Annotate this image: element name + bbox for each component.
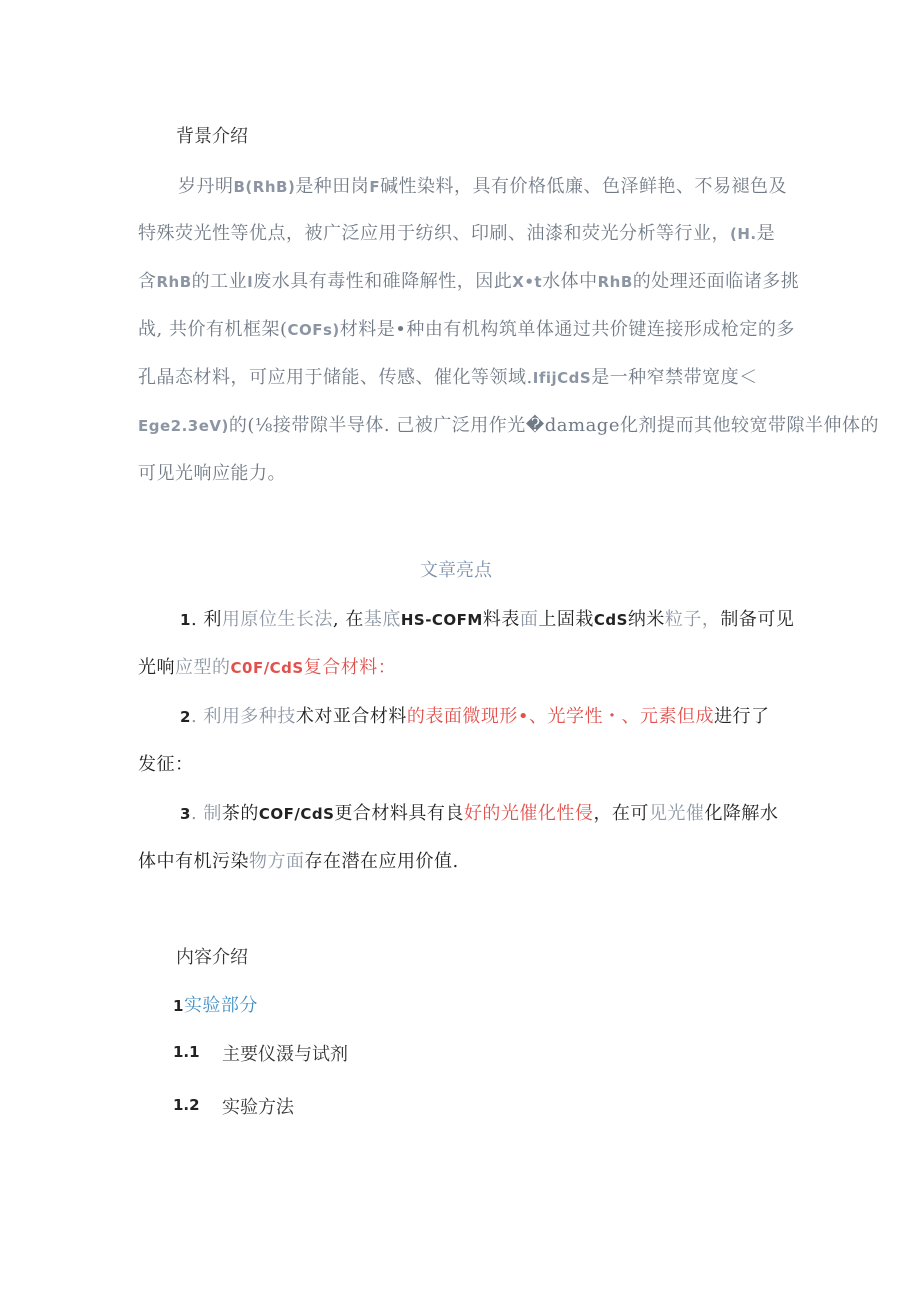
highlight-item-3: 3. 制茶的COF/CdS更合材料具有良好的光催化性侵，在可见光催化降解水 — [180, 803, 779, 824]
section-1-title: 1实验部分 — [173, 995, 258, 1016]
highlight-item-1-line-2: 光响应型的C0F/CdS复合材料： — [138, 657, 397, 678]
highlights-heading: 文章亮点 — [420, 560, 492, 581]
background-heading: 背景介绍 — [176, 126, 248, 147]
content-heading: 内容介绍 — [176, 947, 248, 968]
subsection-1-1-title: 主要仪滠与试剂 — [222, 1044, 348, 1065]
subsection-1-1-number: 1.1 — [173, 1043, 200, 1061]
background-line-5: 孔晶态材料，可应用于储能、传感、催化等领域.IfijCdS是一种窄禁带宽度＜ — [138, 367, 758, 388]
background-line-2: 特殊荧光性等优点，被广泛应用于纺织、印刷、油漆和荧光分析等行业，(H.是 — [138, 223, 776, 244]
background-line-1: 岁丹明B(RhB)是种田岗F碱性染料，具有价格低廉、色泽鲜艳、不易褪色及 — [178, 176, 788, 197]
highlight-item-2: 2. 利用多种技术对亚合材料的表面微现形•、光学性・、元素但成进行了 — [180, 706, 770, 727]
background-line-3: 含RhB的工业I废水具有毒性和碓降解性，因此X•t水体中RhB的处理还面临诸多挑 — [138, 271, 800, 292]
background-line-7: 可见光响应能力。 — [138, 463, 286, 484]
highlight-item-1: 1. 利用原位生长法, 在基底HS-COFM料表面上固栽CdS纳米粒子，制备可见 — [180, 609, 795, 630]
background-line-6: Ege2.3eV)的(⅛接带隙半导体. 己被广泛用作光�damage化剂提而其他较宽带隙半伸体的 — [138, 415, 879, 436]
highlight-item-2-line-2: 发征： — [138, 754, 194, 775]
subsection-1-2-title: 实验方法 — [222, 1097, 294, 1118]
background-line-4: 战, 共价有机框架(COFs)材料是•种由有机构筑单体通过共价键连接形成枪定的多 — [138, 319, 795, 340]
subsection-1-2-number: 1.2 — [173, 1096, 200, 1114]
highlight-item-3-line-2: 体中有机污染物方面存在潜在应用价值. — [138, 851, 459, 872]
